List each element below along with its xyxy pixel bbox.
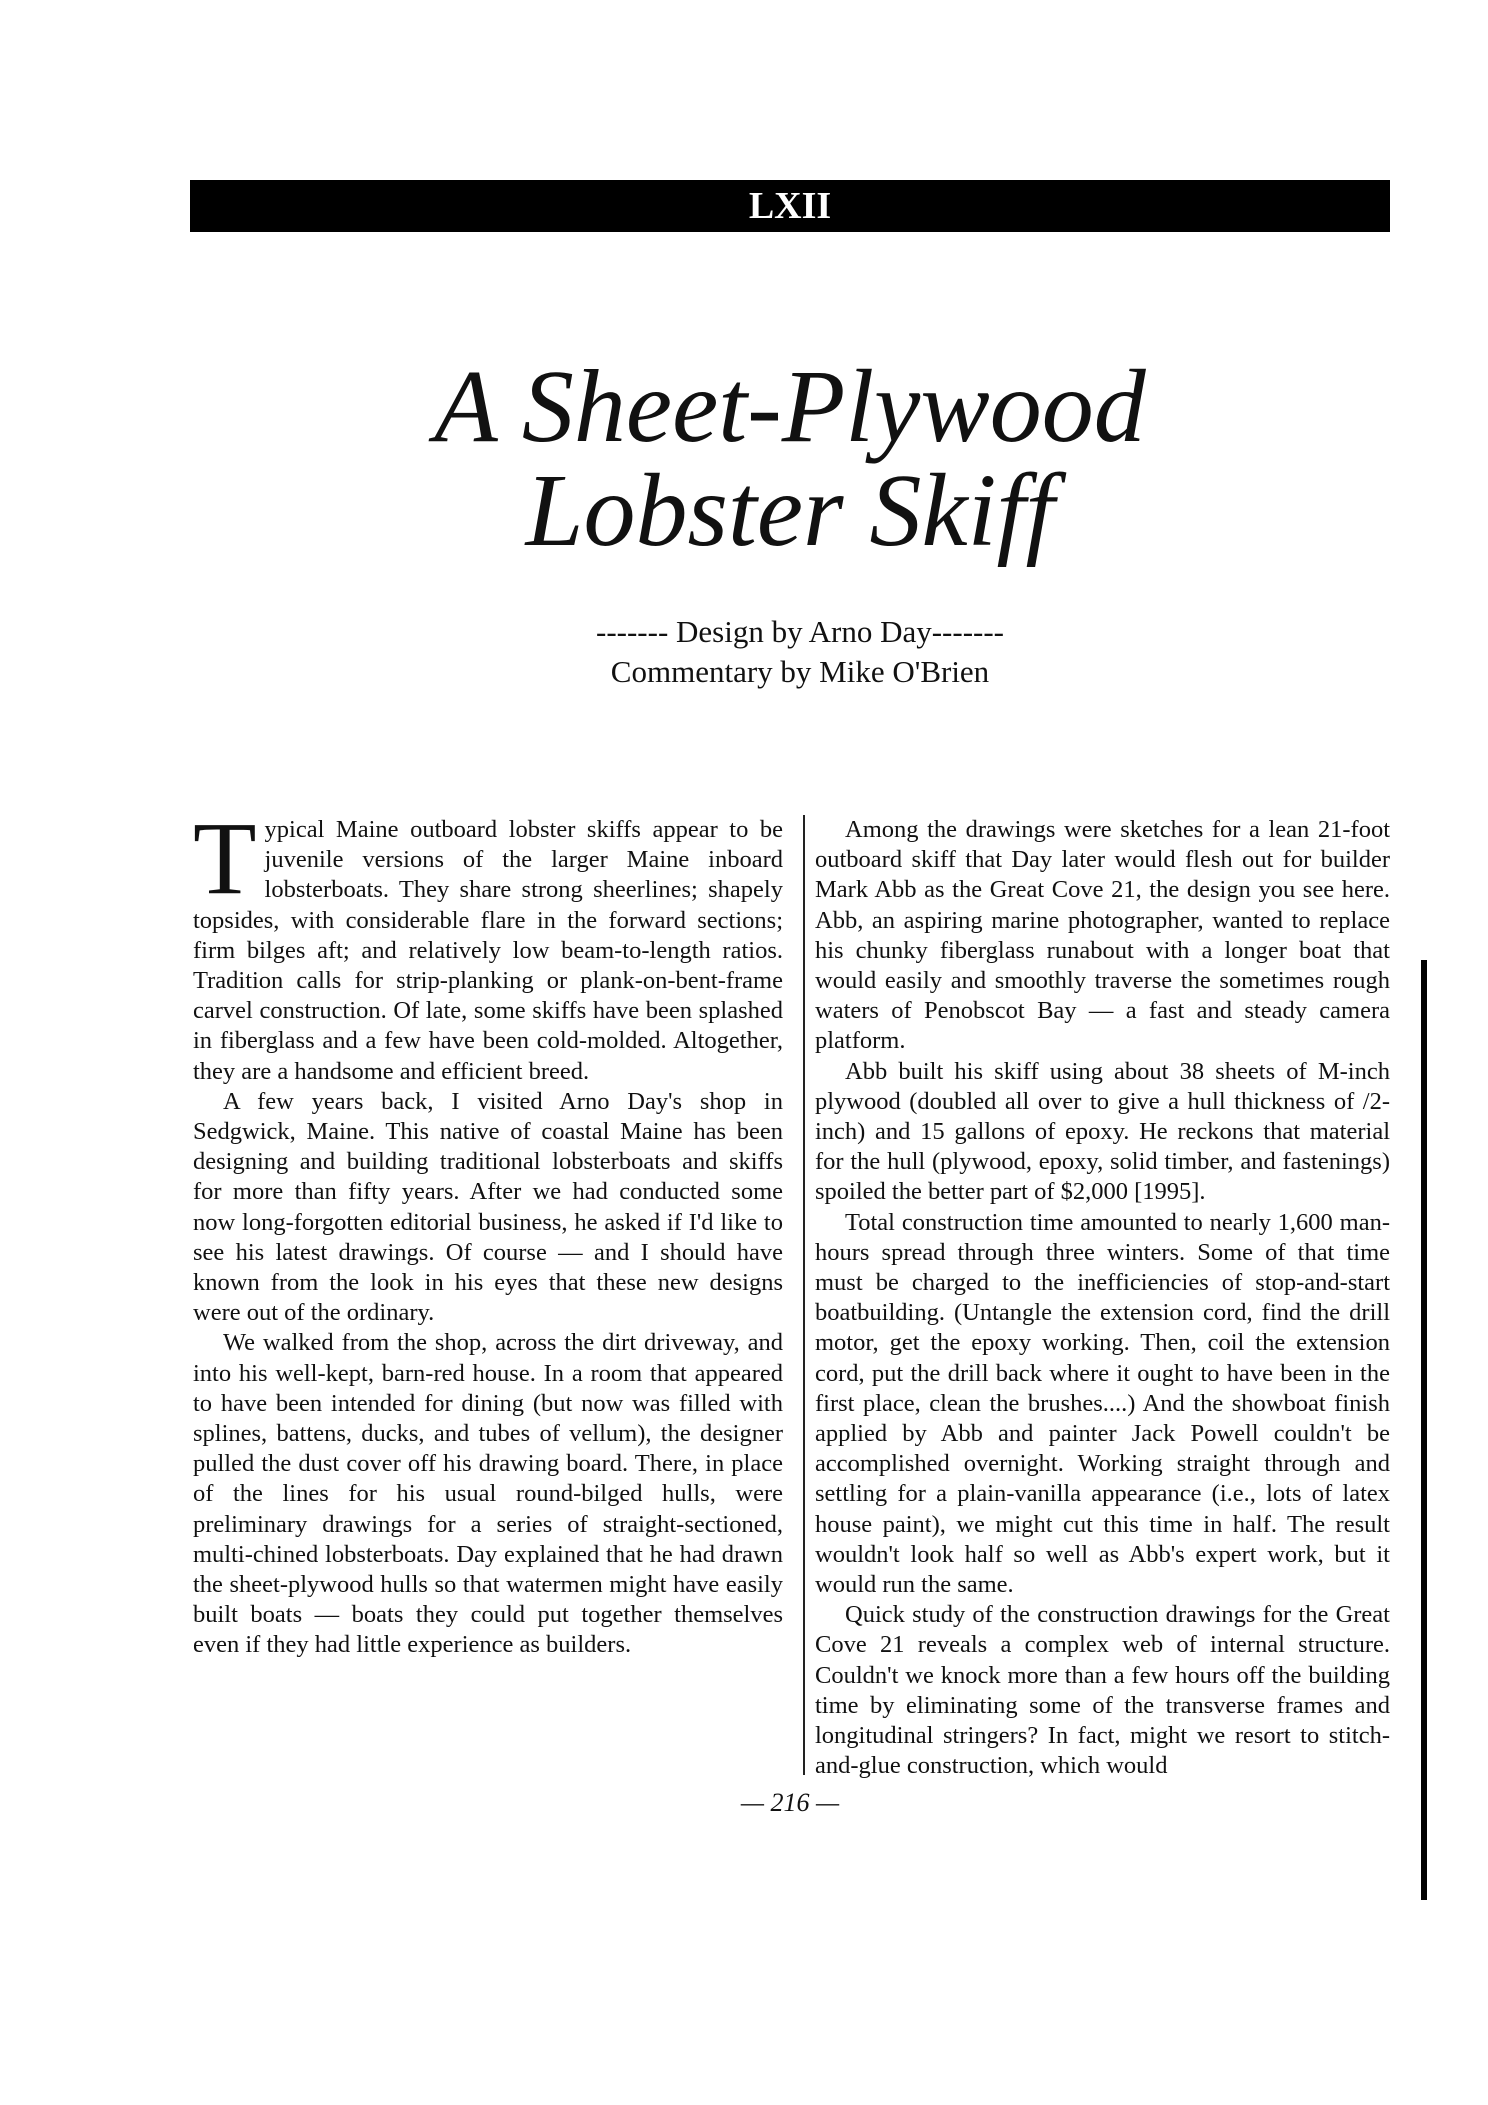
left-column: [193, 801, 783, 1661]
commentary-credit: Commentary by Mike O'Brien: [610, 654, 990, 689]
design-credit: ------- Design by Arno Day-------: [596, 614, 1004, 649]
paragraph: Quick study of the construction drawings for the Great Cove 21 reveals a complex web of internal structure. Couldn't we knock more than a few hours off the building time by eliminating some of the transverse frames and longitudinal stringers? In fact, might we resort to stitch-and-glue construction, which would: [815, 1601, 1390, 1780]
paragraph: We walked from the shop, across the dirt driveway, and into his well-kept, barn-red house. In a room that appeared to have been intended for dining (but now was filled with splines, battens, ducks, and tubes of vellum), the designer pulled the dust cover off his drawing board. There, in place of the lines for his usual round-bilged hulls, were preliminary drawings for a series of straight-sectioned, multi-chined lobsterboats. Day explained that he had drawn the sheet-plywood hulls so that watermen might have easily built boats — boats they could put together themselves even if they had little experience as builders.: [193, 1329, 783, 1659]
chapter-number-bar: [190, 180, 1390, 232]
right-column: [815, 815, 1390, 1782]
drop-cap: T: [193, 801, 257, 916]
paragraph: Total construction time amounted to nearly 1,600 man-hours spread through three winters. Some of that time must be charged to the inefficiencies of stop-and-start boatbuilding. (Untangle the extension cord, find the drill motor, get the epoxy working. Then, coil the extension cord, put the drill back where it ought to have been in the first place, clean the brushes....) And the showboat finish applied by Abb and painter Jack Powell couldn't be accomplished overnight. Working straight through and settling for a plain-vanilla appearance (i.e., lots of latex house paint), we might cut this time in half. The result wouldn't look half so well as Abb's expert work, but it would run the same.: [815, 1208, 1390, 1599]
column-divider: [803, 815, 805, 1775]
paragraph: Among the drawings were sketches for a lean 21-foot outboard skiff that Day later would flesh out for builder Mark Abb as the Great Cove 21, the design you see here. Abb, an aspiring marine photographer, wanted to replace his chunky fiberglass runabout with a longer boat that would easily and smoothly traverse the sometimes rough waters of Penobscot Bay — a fast and steady camera platform.: [815, 816, 1390, 1055]
article-title: [300, 349, 1280, 568]
paragraph: Abb built his skiff using about 38 sheets of M-inch plywood (doubled all over to give a hull thickness of /2-inch) and 15 gallons of epoxy. He reckons that material for the hull (plywood, epoxy, solid timber, and fastenings) spoiled the better part of $2,000 [1995].: [815, 1057, 1390, 1206]
title-line-2: Lobster Skiff: [525, 453, 1055, 568]
byline: [400, 612, 1200, 692]
paragraph: Typical Maine outboard lobster skiffs appear to be juvenile versions of the larger Maine inboard lobsterboats. They share strong sheerlines; shapely topsides, with considerable flare in the forward sections; firm bilges aft; and relatively low beam-to-length ratios. Tradition calls for strip-planking or plank-on-bent-frame carvel construction. Of late, some skiffs have been splashed in fiberglass and a few have been cold-molded. Altogether, they are a handsome and efficient breed.: [193, 801, 783, 1085]
paragraph: A few years back, I visited Arno Day's shop in Sedgwick, Maine. This native of coastal Maine has been designing and building traditional lobsterboats and skiffs for more than fifty years. After we had conducted some now long-forgotten editorial business, he asked if I'd like to see his latest drawings. Of course — and I should have known from the look in his eyes that these new designs were out of the ordinary.: [193, 1087, 783, 1327]
title-line-1: A Sheet-Plywood: [434, 349, 1146, 464]
page-edge-mark: [1421, 960, 1427, 1900]
page-number: — 216 —: [740, 1788, 840, 1817]
chapter-number: LXII: [748, 185, 832, 227]
